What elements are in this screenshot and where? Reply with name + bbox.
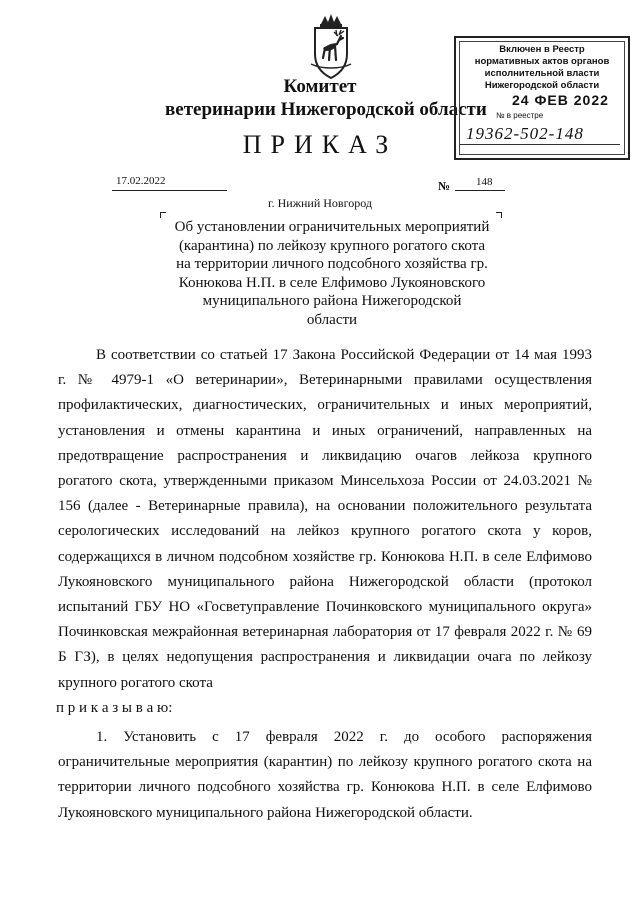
- preamble-line: Починковская межрайонная ветеринарная лаборатория от 17 февраля 2022 г. № 69: [58, 624, 592, 641]
- preamble-paragraph: [58, 343, 592, 696]
- decree-word: п р и к а з ы в а ю:: [56, 699, 173, 716]
- item-line: ограничительные мероприятия (карантин) по лейкозу крупного рогатого скота на: [58, 754, 592, 771]
- preamble-line: испытаний ГБУ НО «Госветуправление Починковского муниципального округа»: [58, 599, 592, 616]
- preamble-line: крупного рогатого скота: [58, 674, 213, 691]
- org-name-line2: ветеринарии Нижегородской области: [165, 99, 487, 120]
- title-line: Конюкова Н.П. в селе Елфимово Лукояновского: [178, 274, 486, 291]
- document-type-title: ПРИКАЗ: [242, 130, 398, 159]
- coat-of-arms-icon: [303, 14, 359, 80]
- stamp-date: 24 ФЕВ 2022: [512, 92, 609, 108]
- title-line: Об установлении ограничительных мероприятий: [174, 219, 490, 235]
- document-date-underline: [112, 190, 227, 191]
- item-line: территории личного подсобного хозяйства гр. Конюкова Н.П. в селе Елфимово: [58, 779, 592, 796]
- org-name-line1: Комитет: [283, 76, 357, 97]
- document-number: 148: [476, 176, 493, 188]
- item-line: 1. Установить с 17 февраля 2022 г. до особого распоряжения: [96, 729, 592, 746]
- title-line: муниципального района Нижегородской: [202, 293, 462, 309]
- preamble-line: г. № 4979-1 «О ветеринарии», Ветеринарными правилами осуществления: [58, 372, 592, 389]
- preamble-line: содержащихся в личном подсобном хозяйстве гр. Конюкова Н.П. в селе Елфимово: [58, 548, 592, 565]
- preamble-line: Б ГЗ), в целях недопущения распространения и ликвидации очага по лейкозу: [58, 649, 592, 666]
- stamp-registry-label: № в реестре: [496, 111, 544, 120]
- preamble-line: серологических исследований на лейкоз крупного рогатого скота у коров,: [58, 523, 592, 540]
- title-line: на территории личного подсобного хозяйства гр.: [176, 256, 488, 272]
- preamble-line: предотвращение распространения и ликвидацию очагов лейкоза крупного: [58, 447, 592, 464]
- stamp-registry-number: 19362-502-148: [466, 124, 584, 143]
- preamble-line: рогатого скота, утвержденными приказом Минсельхоза России от 24.03.2021 №: [58, 473, 592, 490]
- preamble-line: В соответствии со статьей 17 Закона Российской Федерации от 14 мая 1993: [96, 347, 592, 363]
- document-number-underline: [455, 190, 505, 191]
- decree-item-1: [58, 725, 592, 826]
- preamble-line: 156 (далее - Ветеринарные правила), на основании положительного результата: [58, 498, 592, 515]
- stamp-line: исполнительной власти: [484, 68, 600, 79]
- stamp-line: Нижегородской области: [484, 80, 600, 91]
- item-line: Лукояновского муниципального района Нижегородской области.: [58, 804, 473, 821]
- document-subject-title: [160, 218, 504, 329]
- document-date: 17.02.2022: [116, 175, 166, 187]
- stamp-line: Включен в Реестр: [499, 44, 585, 55]
- number-sign: №: [438, 179, 451, 193]
- preamble-line: профилактических, диагностических, ограничительных и иных мероприятий,: [58, 397, 592, 414]
- document-city: г. Нижний Новгород: [268, 196, 372, 210]
- preamble-line: Лукояновского муниципального района Нижегородской области (протокол: [58, 573, 592, 590]
- registry-stamp-text: [462, 44, 622, 92]
- title-line: (карантина) по лейкозу крупного рогатого скота: [178, 237, 486, 254]
- title-line: области: [306, 311, 358, 328]
- stamp-underline: [460, 144, 620, 145]
- document-body: [58, 343, 592, 826]
- stamp-line: нормативных актов органов: [474, 56, 610, 67]
- preamble-line: установления и отмены карантина и иных ограничений, направленных на: [58, 422, 592, 439]
